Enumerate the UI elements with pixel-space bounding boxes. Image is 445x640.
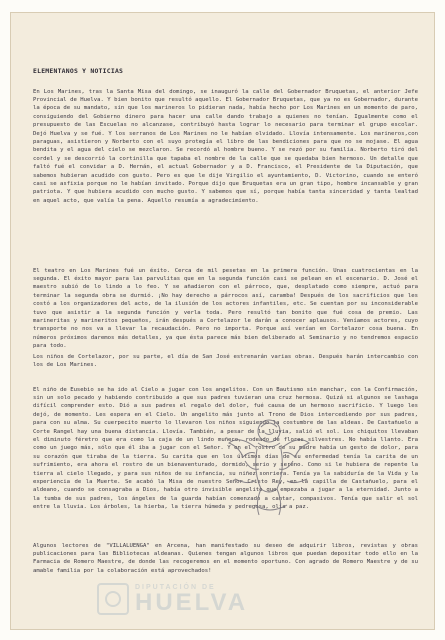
watermark-small-text: DIPUTACIÓN DE <box>135 583 216 591</box>
document-page <box>10 12 435 630</box>
paragraph-street-inauguration: En Los Marines, tras la Santa Misa del domingo, se inauguró la calle del Gobernador Bruquetas, el anterior Jefe Provincial de Huelva. Y bien bonito que resultó aquello. El Gobernador Bruquetas, que ya no es Gobernador, durante la época de su mandato, sin que los marineros lo pidieran nada, había hecho por Los Marines en un momento de paro, consiguiendo del Gobierno dinero para hacer una calle dando trabajo a quienes no tenían. Igualmente como el presupuesto de las Escuelas no alcanzase, contribuyó hasta lograr lo necesario para terminar el grupo escolar. Dejó Huelva y se fué. Y los serranos de Los Marines no le habían olvidado. Llovía intensamente. Los marineros,con paraguas, asistieron y Norberto con el suyo protegía el libro de las bendiciones para que no se mojase. El agua bendita y el agua del cielo se mezclaron. Se recordó al hombre bueno. Y se rezó por su familia. Norberto tiró del cordel y se descorrió la cortinilla que tapaba el nombre de la calle que se quedaba bien hermoso. Un detalle que faltó fué el convidar a D. Hernán, el actual Gobernador y a D. Francisco, el Presidente de la Diputación, que sabemos hubieran acudido con gusto. Pero es que le dije Virgilio el ayuntamiento, D. Victorino, cuando se enteró casi se asfixia porque no le habían invitado. Porque dijo que Bruquetas era un gran tipo, hombre incansable y gran patriota. Y que hubiera acudido con mucho gusto. Y sabemos que sí, porque había tanta sinceridad y tanta lealtad en aquel acto, que valía la pena. Aquello resumía a agradecimiento. <box>33 88 418 204</box>
archive-logo-icon <box>97 583 129 615</box>
paragraph-cortelazor-children: Los niños de Cortelazor, por su parte, el día de San José estrenarán varias obras. Después harán intercambio con los de Los Marines. <box>33 353 418 368</box>
cherub-illustration <box>225 409 317 529</box>
document-title: ELEMENTANOS Y NOTICIAS <box>33 67 124 75</box>
paragraph-libraries: Algunos lectores de "VILLALUENGA" en Arcena, han manifestado su deseo de adquirir libros, revistas y obras publicaciones para las Bibliotecas aldeanas. Quienes tengan algunos libros que puedan depositar todo ello en la Farmacia de Romero Maestre, de donde las recogeremos en el momento oportuno. Con agrado de Romero Maestre y de su amable familia por la colaboración está aprovechados! <box>33 542 418 574</box>
watermark-big-text: HUELVA <box>135 588 249 616</box>
archive-watermark <box>97 583 248 615</box>
paragraph-eusebio-child: El niño de Eusebio se ha ido al Cielo a jugar con los angelitos. Con un Bautismo sin manchar, con la Confirmación, sin un solo pecado y habiendo contribuido a que sus padres tuvieran una cruz hermosa. Quizá si algunos se lashaga difícil comprender esto. Dió a sus padres el regalo del dolor, fué causa de un hermoso sacrificio. Y luego les dejó, de momento. Les espera en el Cielo. Un angelito más junto al Trono de Dios intercediendo por sus padres, para con su alma. Su cuerpecito muerto lo llevaron los niños siguiendo la costumbre de las aldeas. De Castañuelo a Corte Rangel hay una buena distancia. Llovía. También, a pesar de la lluvia, salió el sol. Los chiquitos llevaban el diminuto féretro que era como la caja de un lindo muñeco, rodeado de flores silvestres. No había llanto. Era como un juego más, sólo que él iba a jugar con el Señor. Y en el rostro de su madre había un gesto de dolor, para su corazón que tiraba de la tierra. Su carita que en los últimos días de su enfermedad tenía la carita de un sufrimiento, era ahora el rostro de un bienaventurado, dormido, serio y sereno. Como si le hubiera de repente la tierra al cielo llegado, y para sus niños de su infancia, su niñez sonriera. Tenía ya la sabiduría de la Vida y la experiencia de la Muerte. Se acabó la Misa de nuestro Señor Cristo Rey, en la capilla de Castañuelo, para el aldeano, cuando se consagraba a Dios, había otro invisible angelito que empezaba a jugar a la eternidad. Junto a la tumba de sus padres, los ángeles de la guarda habían comenzado a cantar, compasivos. Tenía que salir el sol entre la lluvia. Los árboles, la hierba, la tierra húmeda y pedregosa, olía a paz. <box>33 386 418 511</box>
paragraph-theatre: El teatro en Los Marines fué un éxito. Cerca de mil pesetas en la primera función. Unas cuatrocientas en la segunda. El éxito mayor para las parvulitas que en la segunda función casi se pelean en el escenario. D. José el maestro subió de lo lindo a lo feo. Y se añadieron con el párroco, que, desplatado como siempre, actuó para terminar la segunda obra se durmió. ¡No hay derecho a párrocos así, caramba! Después de los sacrificios que les costó a los organizadores del acto, de la ilusión de los actores infantiles, etc. Se cuentan por su inconsiderable tuvo que asistir a la segunda función y verla toda. Pero resultó tan bonito que fué cosa de premio. Las marineritas y marineritos pequeños, irán después a Cortelazor le darán a conocer aplausos. Veníamos actores, cuyo transporte no nos va a llevar la recaudación. Pero no importa. Porque así verían en Cortelazor cosa buena. En números próximos daremos más detalles, ya que ésta parece más bien deliberado al Seminario y no tendremos espacio para todo. <box>33 267 418 350</box>
